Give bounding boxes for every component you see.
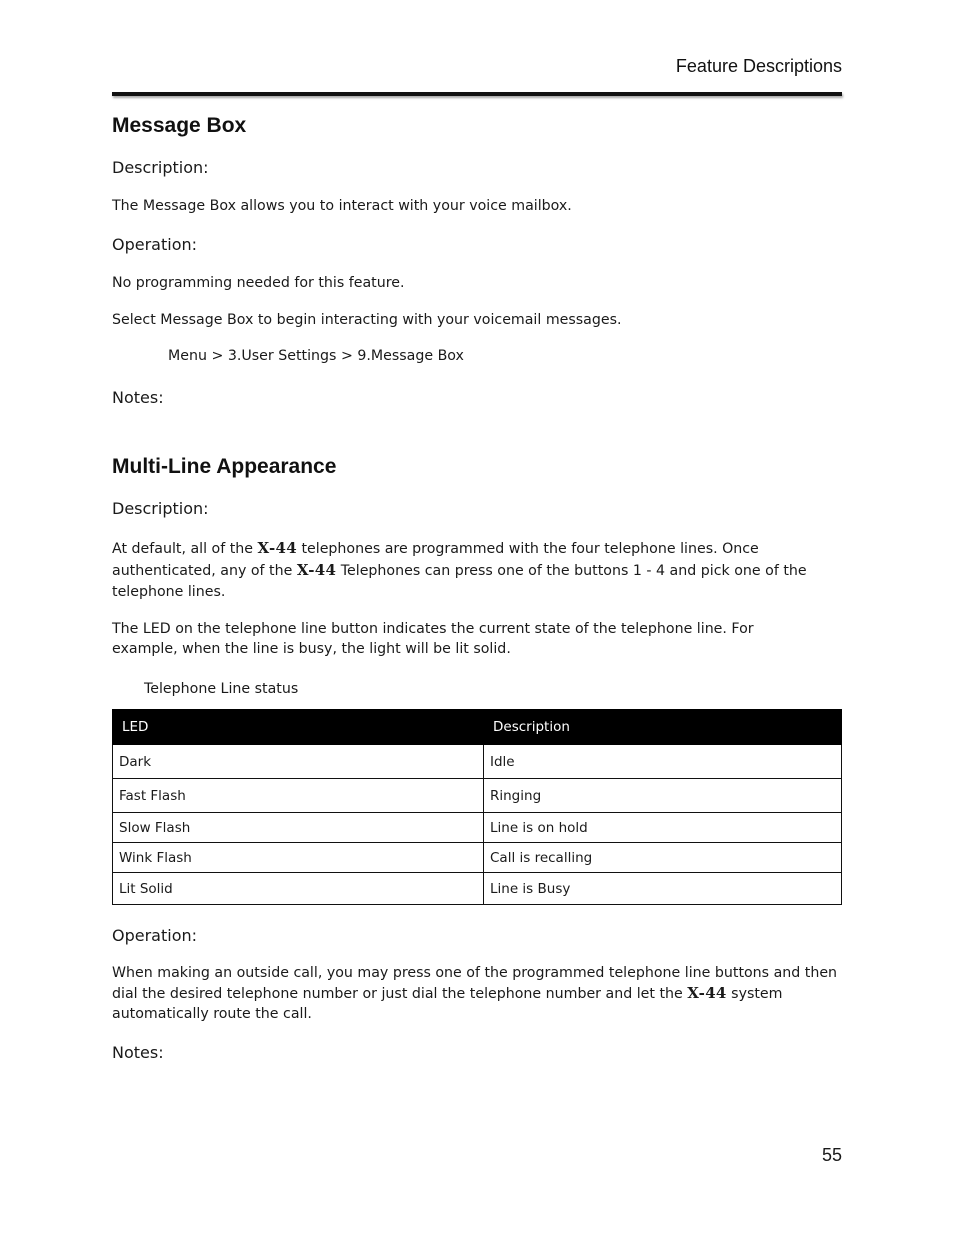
table-cell-description: Call is recalling	[484, 843, 842, 873]
para1-text-a: At default, all of the	[112, 541, 258, 557]
table-row	[113, 779, 842, 813]
message-box-notes-label: Notes:	[112, 388, 164, 407]
operation-text-b: system automatically route the call.	[112, 986, 783, 1022]
multi-line-paragraph-1	[112, 538, 812, 603]
table-row	[113, 745, 842, 779]
table-cell-led: Fast Flash	[113, 779, 484, 813]
table-cell-led: Lit Solid	[113, 873, 484, 905]
message-box-operation-1: No programming needed for this feature.	[112, 275, 405, 291]
message-box-operation-2: Select Message Box to begin interacting with your voicemail messages.	[112, 312, 622, 328]
table-row	[113, 813, 842, 843]
table-cell-description: Ringing	[484, 779, 842, 813]
multi-line-description-label: Description:	[112, 499, 209, 518]
multi-line-notes-label: Notes:	[112, 1043, 164, 1062]
operation-text-a: When making an outside call, you may press one of the programmed telephone line buttons and then dial the desired telephone number or just dial the telephone number and let the	[112, 965, 838, 1002]
table-cell-description: Line is on hold	[484, 813, 842, 843]
page-number: 55	[821, 1145, 842, 1165]
table-cell-led: Wink Flash	[113, 843, 484, 873]
brand-logo-x44: X-44	[257, 539, 297, 557]
brand-logo-x44: X-44	[296, 561, 337, 579]
header-rule	[112, 92, 842, 96]
table-caption: Telephone Line status	[144, 681, 299, 697]
section-title-message-box: Message Box	[112, 114, 247, 137]
table-header-led: LED	[113, 710, 484, 745]
telephone-line-status-table	[112, 709, 842, 905]
table-header-row	[113, 710, 842, 745]
multi-line-operation	[112, 963, 847, 1024]
table-cell-led: Dark	[113, 745, 484, 779]
para1-text-c: Telephones can press one of the buttons 1 - 4 and pick one of the telephone lines.	[112, 563, 807, 600]
message-box-description-label: Description:	[112, 158, 209, 177]
multi-line-operation-label: Operation:	[112, 926, 198, 945]
running-header: Feature Descriptions	[675, 56, 842, 76]
table-cell-description: Line is Busy	[484, 873, 842, 905]
brand-logo-x44: X-44	[687, 984, 727, 1002]
table-cell-led: Slow Flash	[113, 813, 484, 843]
table-row	[113, 873, 842, 905]
message-box-menu-path: Menu > 3.User Settings > 9.Message Box	[168, 348, 464, 364]
message-box-operation-label: Operation:	[112, 235, 198, 254]
para1-text-b: telephones are programmed with the four telephone lines. Once authenticated, any of the	[112, 541, 759, 579]
table-header-description: Description	[484, 710, 842, 745]
section-title-multi-line: Multi-Line Appearance	[112, 455, 337, 478]
message-box-description: The Message Box allows you to interact with your voice mailbox.	[112, 198, 572, 214]
multi-line-paragraph-2: The LED on the telephone line button indicates the current state of the telephone line. For example, when the line is busy, the light will be lit solid.	[112, 621, 754, 657]
table-row	[113, 843, 842, 873]
table-cell-description: Idle	[484, 745, 842, 779]
